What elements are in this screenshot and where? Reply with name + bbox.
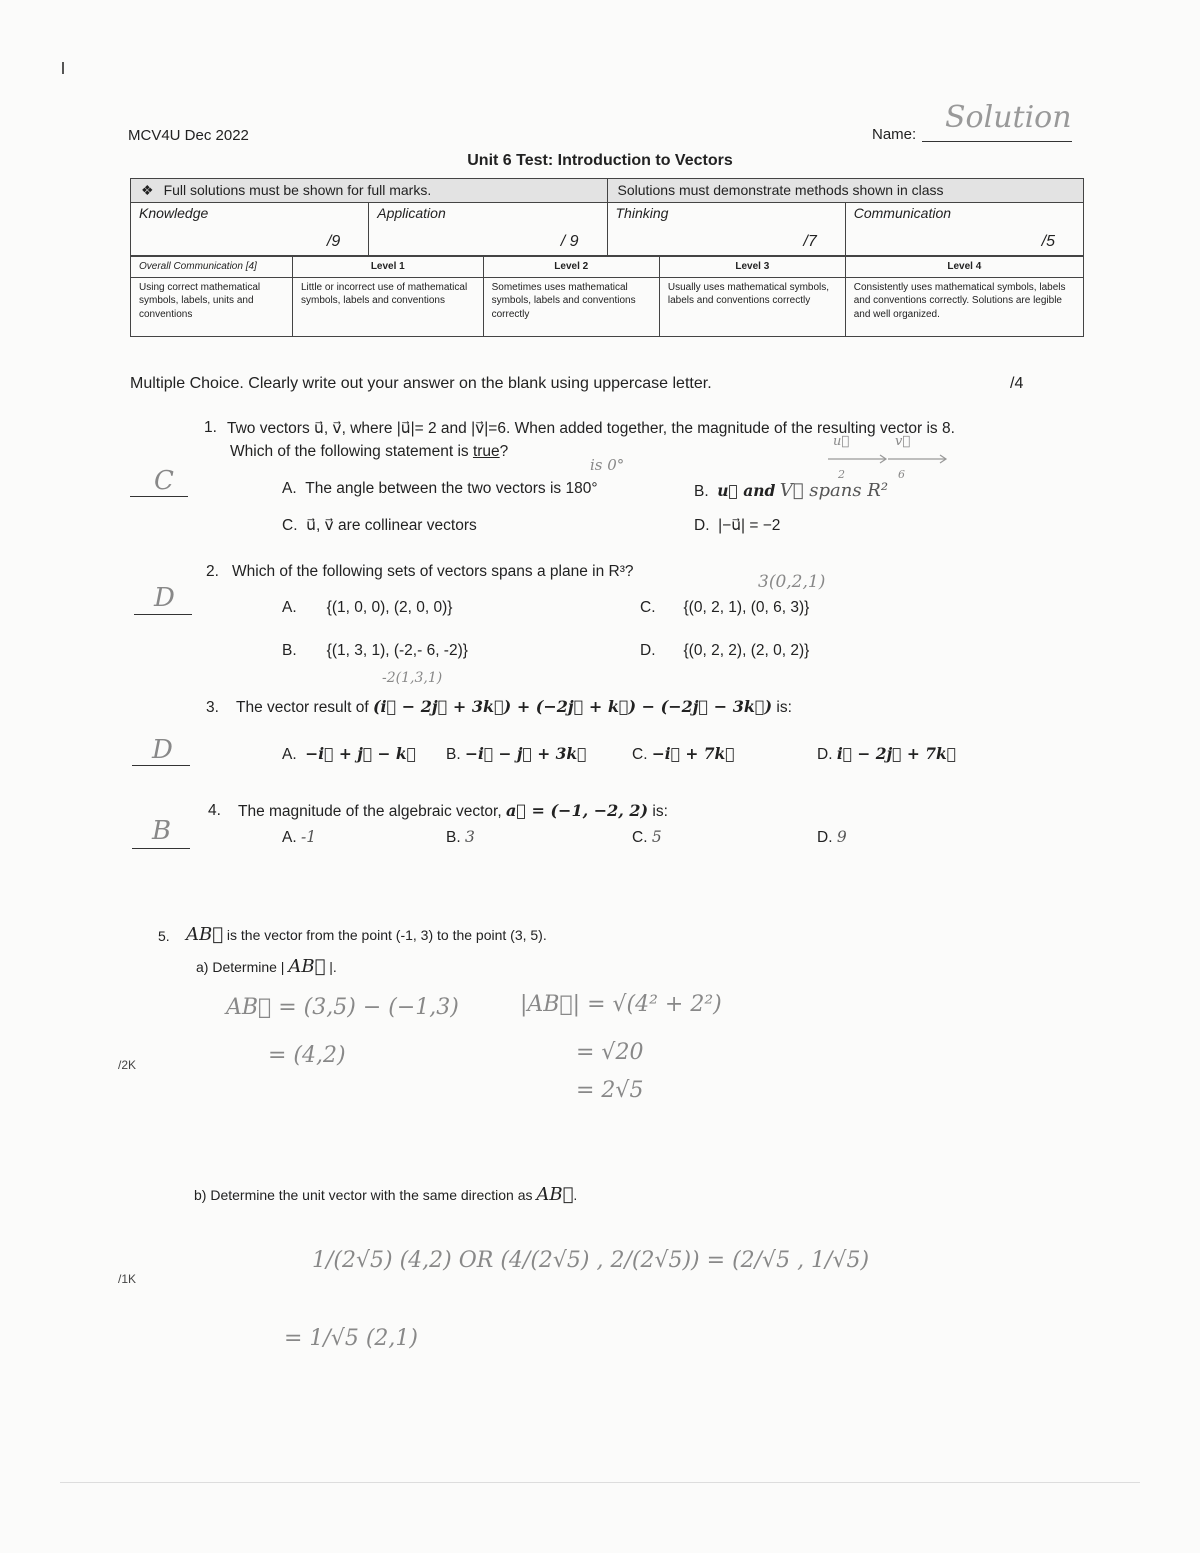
marks-table <box>130 178 1084 256</box>
q4-option-a: A. -1 <box>282 828 317 846</box>
knowledge-score: /9 <box>326 233 341 250</box>
q2-text: Which of the following sets of vectors spans a plane in R³? <box>232 563 634 580</box>
q4-answer-line <box>132 848 190 849</box>
q1-handwritten-u: u⃗ <box>833 434 850 449</box>
diamond-bullet-icon: ❖ <box>141 182 154 198</box>
rubric-cell-overall: Using correct mathematical symbols, labels, units and conventions <box>131 277 293 336</box>
name-label: Name: <box>872 126 917 143</box>
q1-handwritten-2: 2 <box>838 468 845 481</box>
knowledge-cell: Knowledge /9 <box>131 203 369 256</box>
rubric-header-level-3: Level 3 <box>659 257 845 278</box>
multiple-choice-score: /4 <box>1010 375 1024 392</box>
q4-answer: B <box>152 816 172 846</box>
q5b-label: b) Determine the unit vector with the same direction as AB⃗. <box>194 1184 578 1205</box>
q2-option-c: C. {(0, 2, 1), (0, 6, 3)} <box>640 599 810 616</box>
q2-option-b: B. {(1, 3, 1), (-2,- 6, -2)} <box>282 642 468 659</box>
q3-answer-line <box>132 765 190 766</box>
q2-option-d: D. {(0, 2, 2), (2, 0, 2)} <box>640 642 810 659</box>
q5-number: 5. <box>158 928 170 944</box>
q1-option-b: B. u⃗ and V⃗ spans R² <box>694 480 889 501</box>
q5-stem: AB⃗ is the vector from the point (-1, 3) to the point (3, 5). <box>186 924 547 945</box>
q4-option-c: C. 5 <box>632 828 662 846</box>
q1-option-a: A. The angle between the two vectors is 180° <box>282 480 598 497</box>
q3-answer: D <box>152 735 173 765</box>
name-line <box>922 141 1072 142</box>
course-code: MCV4U Dec 2022 <box>128 127 249 144</box>
q1-number: 1. <box>204 419 217 436</box>
application-score: / 9 <box>560 233 579 250</box>
rubric-cell-level-2: Sometimes uses mathematical symbols, labels and conventions correctly <box>483 277 659 336</box>
q2-option-a: A. {(1, 0, 0), (2, 0, 0)} <box>282 599 453 616</box>
methods-note: Solutions must demonstrate methods shown in class <box>607 179 1084 203</box>
rubric-header-overall: Overall Communication [4] <box>131 257 293 278</box>
name-value: Solution <box>945 100 1072 135</box>
communication-rubric <box>130 256 1084 337</box>
rubric-header-level-2: Level 2 <box>483 257 659 278</box>
q1-handwritten-6: 6 <box>898 468 905 481</box>
page-title: Unit 6 Test: Introduction to Vectors <box>467 152 733 169</box>
q1-vector-sketch <box>826 452 951 466</box>
q1-answer: C <box>154 466 174 496</box>
thinking-cell: Thinking /7 <box>607 203 845 256</box>
scan-edge-line <box>60 1482 1140 1483</box>
q5a-label: a) Determine | AB⃗ |. <box>196 956 337 977</box>
q4-text: The magnitude of the algebraic vector, a⃗ = (−1, −2, 2) is: <box>238 801 668 820</box>
communication-score: /5 <box>1041 233 1055 250</box>
q5a-work-line4: = √20 <box>576 1040 644 1065</box>
q2-handwritten-b-note: -2(1,3,1) <box>382 670 443 686</box>
rubric-header-level-4: Level 4 <box>845 257 1083 278</box>
q3-option-c: C. −i⃗ + 7k⃗ <box>632 744 735 763</box>
q5a-work-line2: = (4,2) <box>268 1043 346 1068</box>
rubric-cell-level-4: Consistently uses mathematical symbols, labels and conventions correctly. Solutions are legible and well organized. <box>845 277 1083 336</box>
q5a-work-line5: = 2√5 <box>576 1078 644 1103</box>
q4-number: 4. <box>208 802 221 819</box>
q2-answer: D <box>154 583 175 613</box>
rubric-cell-level-1: Little or incorrect use of mathematical symbols, labels and conventions <box>293 277 484 336</box>
q1-text-line2: Which of the following statement is true? <box>230 443 509 460</box>
q2-number: 2. <box>206 563 219 580</box>
q1-option-d: D. |−u⃗| = −2 <box>694 517 781 534</box>
thinking-score: /7 <box>803 233 817 250</box>
q1-text-line1: Two vectors u⃗, v⃗, where |u⃗|= 2 and |v⃗|=6. When added together, the magnitude of the resulting vector is 8. <box>227 420 955 437</box>
multiple-choice-heading: Multiple Choice. Clearly write out your answer on the blank using uppercase letter. <box>130 375 712 392</box>
q5b-work-line1: 1/(2√5) (4,2) OR (4/(2√5) , 2/(2√5)) = (2/√5 , 1/√5) <box>312 1248 870 1273</box>
application-cell: Application / 9 <box>369 203 607 256</box>
q5a-work-line3: |AB⃗| = √(4² + 2²) <box>520 992 722 1017</box>
q4-option-b: B. 3 <box>446 828 475 846</box>
q3-text: The vector result of (i⃗ − 2j⃗ + 3k⃗) + (−2j⃗ + k⃗) − (−2j⃗ − 3k⃗) is: <box>236 697 792 716</box>
communication-cell: Communication /5 <box>845 203 1083 256</box>
scan-mark <box>62 62 64 74</box>
rubric-cell-level-3: Usually uses mathematical symbols, labels and conventions correctly <box>659 277 845 336</box>
q5b-work-line2: = 1/√5 (2,1) <box>284 1326 418 1351</box>
q4-option-d: D. 9 <box>817 828 847 846</box>
q2-handwritten-c-note: 3(0,2,1) <box>758 572 826 592</box>
q5b-marks: /1K <box>118 1272 137 1286</box>
q5a-work-line1: AB⃗ = (3,5) − (−1,3) <box>226 995 459 1020</box>
rubric-header-level-1: Level 1 <box>293 257 484 278</box>
q3-option-b: B. −i⃗ − j⃗ + 3k⃗ <box>446 744 587 763</box>
q1-answer-line <box>130 496 188 497</box>
q2-answer-line <box>134 614 192 615</box>
q1-handwritten-note: is 0° <box>590 456 625 474</box>
q3-option-d: D. i⃗ − 2j⃗ + 7k⃗ <box>817 744 957 763</box>
q1-option-c: C. u⃗, v⃗ are collinear vectors <box>282 517 477 534</box>
q1-handwritten-v: v⃗ <box>895 434 911 449</box>
q3-number: 3. <box>206 699 219 716</box>
q3-option-a: A. −i⃗ + j⃗ − k⃗ <box>282 744 416 763</box>
full-solutions-note: ❖ Full solutions must be shown for full marks. <box>131 179 608 203</box>
q5a-marks: /2K <box>118 1058 137 1072</box>
